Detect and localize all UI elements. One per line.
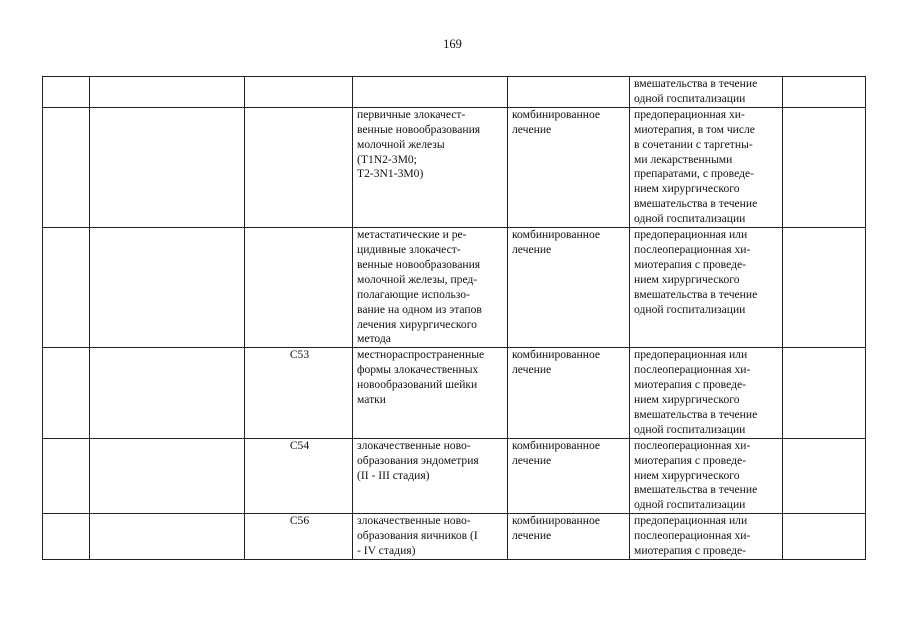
cell-number xyxy=(43,348,90,438)
cell-method: предоперационная или послеоперационная хи- миотерапия с проведе- xyxy=(630,514,783,560)
table-row xyxy=(43,228,866,348)
cell-code: С56 xyxy=(245,514,353,560)
cell-number xyxy=(43,514,90,560)
page-number: 169 xyxy=(443,37,462,51)
cell-norm xyxy=(783,514,866,560)
table-row xyxy=(43,107,866,227)
cell-profile xyxy=(90,107,245,227)
cell-treatment: комбинированное лечение xyxy=(508,438,630,514)
cell-method: предоперационная хи- миотерапия, в том числе в сочетании с таргетны- ми лекарственными препаратами, с проведе- нием хирургического вмешательства в течение одной госпитализации xyxy=(630,107,783,227)
cell-treatment: комбинированное лечение xyxy=(508,514,630,560)
cell-method: предоперационная или послеоперационная хи- миотерапия с проведе- нием хирургического вмешательства в течение одной госпитализации xyxy=(630,228,783,348)
cell-number xyxy=(43,438,90,514)
cell-norm xyxy=(783,77,866,108)
cell-disease: злокачественные ново- образования эндометрия (II - III стадия) xyxy=(353,438,508,514)
cell-disease: злокачественные ново- образования яичников (I - IV стадия) xyxy=(353,514,508,560)
medical-care-table xyxy=(42,76,866,560)
cell-profile xyxy=(90,228,245,348)
table-row xyxy=(43,514,866,560)
cell-method: послеоперационная хи- миотерапия с проведе- нием хирургического вмешательства в течение одной госпитализации xyxy=(630,438,783,514)
cell-code xyxy=(245,107,353,227)
table-row xyxy=(43,77,866,108)
cell-profile xyxy=(90,77,245,108)
cell-code: С53 xyxy=(245,348,353,438)
cell-profile xyxy=(90,438,245,514)
cell-disease: первичные злокачест- венные новообразования молочной железы (T1N2-3M0; T2-3N1-3M0) xyxy=(353,107,508,227)
table-row xyxy=(43,348,866,438)
cell-profile xyxy=(90,514,245,560)
cell-disease: местнораспространенные формы злокачественных новообразований шейки матки xyxy=(353,348,508,438)
cell-method: предоперационная или послеоперационная хи- миотерапия с проведе- нием хирургического вмешательства в течение одной госпитализации xyxy=(630,348,783,438)
cell-norm xyxy=(783,438,866,514)
cell-treatment: комбинированное лечение xyxy=(508,348,630,438)
cell-norm xyxy=(783,107,866,227)
cell-norm xyxy=(783,228,866,348)
cell-number xyxy=(43,228,90,348)
cell-treatment: комбинированное лечение xyxy=(508,228,630,348)
cell-treatment: комбинированное лечение xyxy=(508,107,630,227)
cell-disease xyxy=(353,77,508,108)
cell-profile xyxy=(90,348,245,438)
cell-code: С54 xyxy=(245,438,353,514)
cell-code xyxy=(245,228,353,348)
cell-treatment xyxy=(508,77,630,108)
cell-number xyxy=(43,77,90,108)
cell-norm xyxy=(783,348,866,438)
cell-disease: метастатические и ре- цидивные злокачест- венные новообразования молочной железы, пред- полагающие использо- вание на одном из этапов лечения хирургического метода xyxy=(353,228,508,348)
cell-code xyxy=(245,77,353,108)
cell-number xyxy=(43,107,90,227)
table-row xyxy=(43,438,866,514)
cell-method: вмешательства в течение одной госпитализации xyxy=(630,77,783,108)
